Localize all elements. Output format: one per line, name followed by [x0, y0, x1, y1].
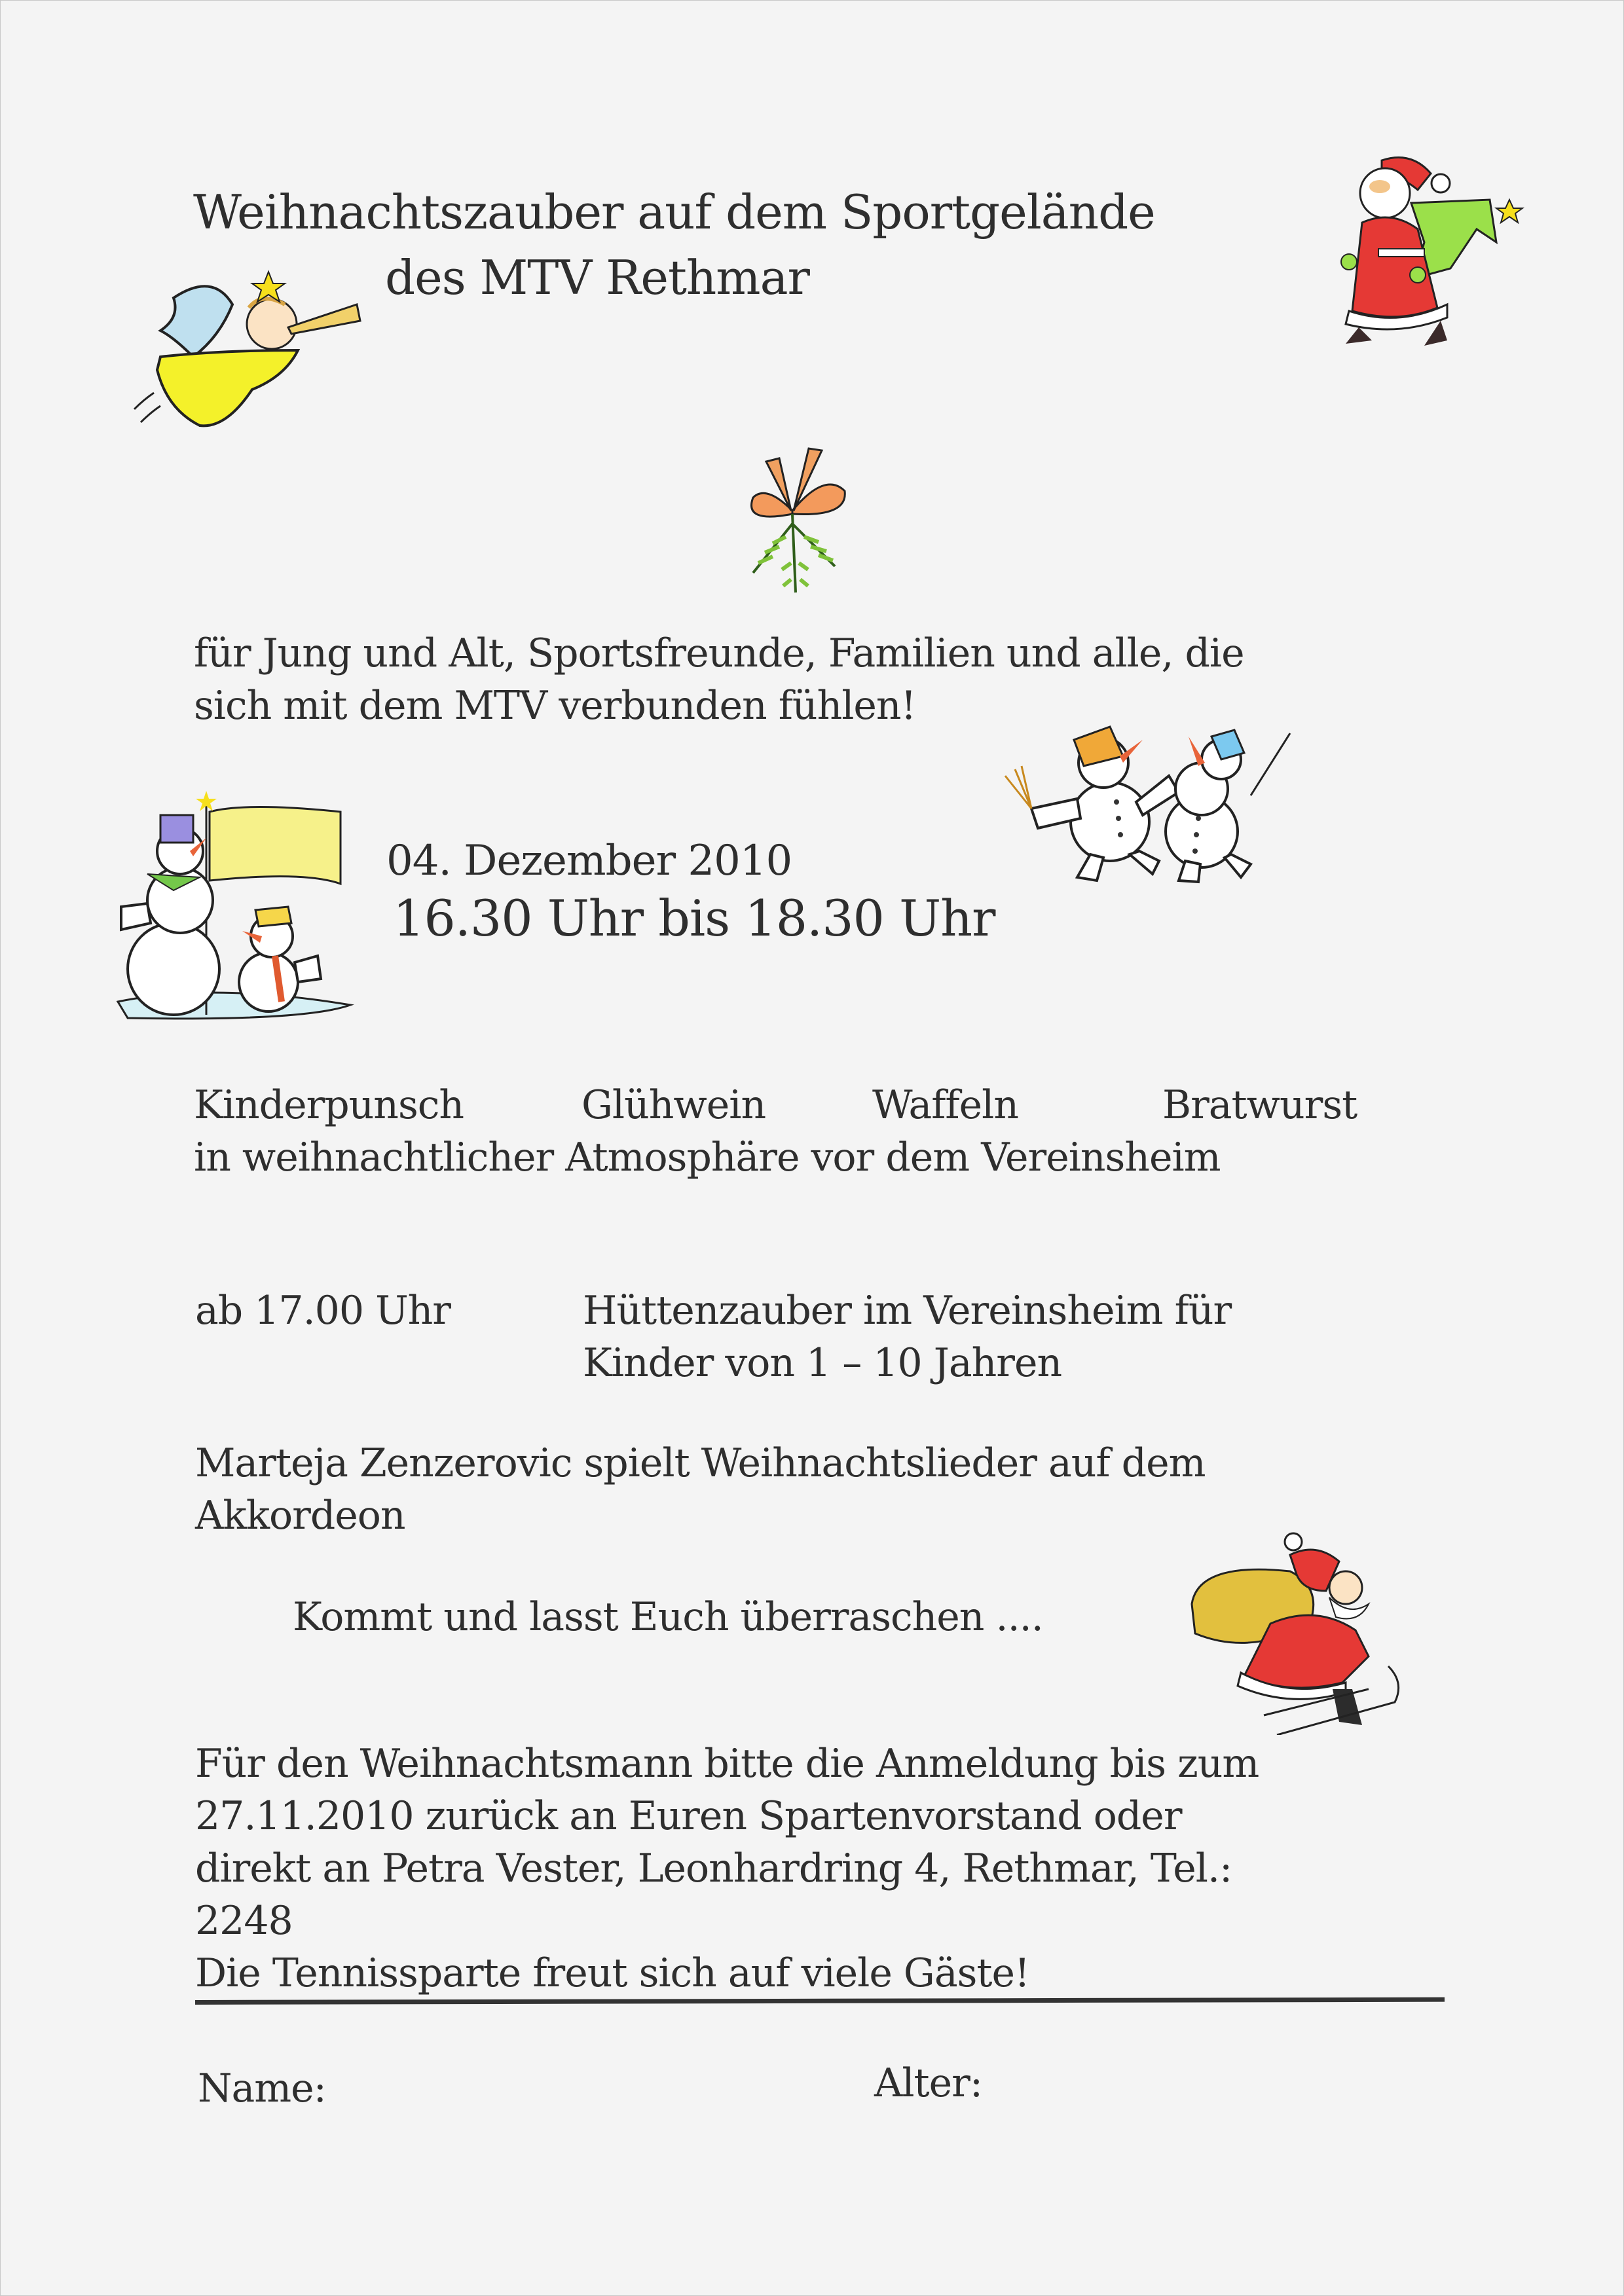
offering-kinderpunsch: Kinderpunsch: [194, 1082, 464, 1128]
santa-with-sack-sleigh-icon: [1172, 1525, 1414, 1735]
registration-line-2: 27.11.2010 zurück an Euren Spartenvorstand oder: [195, 1793, 1182, 1839]
title-line-2: des MTV Rethmar: [385, 250, 809, 305]
offering-waffeln: Waffeln: [872, 1082, 1018, 1128]
registration-line-4: 2248: [195, 1898, 293, 1944]
dancing-snowmen-icon: [992, 704, 1306, 887]
age-field-label: Alter:: [874, 2060, 983, 2106]
kids-line-1: Hüttenzauber im Vereinsheim für: [583, 1288, 1232, 1334]
offering-gluehwein: Glühwein: [581, 1082, 766, 1128]
registration-line-1: Für den Weihnachtsmann bitte die Anmeldung bis zum: [195, 1741, 1259, 1787]
kids-line-2: Kinder von 1 – 10 Jahren: [583, 1340, 1062, 1386]
kids-start-time: ab 17.00 Uhr: [195, 1288, 451, 1334]
snowmen-with-flag-icon: [108, 786, 357, 1028]
surprise-text: Kommt und lasst Euch überraschen ....: [293, 1594, 1043, 1640]
intro-line-2: sich mit dem MTV verbunden fühlen!: [194, 683, 916, 729]
music-line-1: Marteja Zenzerovic spielt Weihnachtslieder auf dem: [195, 1440, 1206, 1486]
angel-with-trumpet-icon: [121, 259, 370, 435]
title-line-1: Weihnachtszauber auf dem Sportgelände: [193, 185, 1155, 240]
santa-carrying-tree-icon: [1306, 137, 1542, 354]
intro-line-1: für Jung und Alt, Sportsfreunde, Familien und alle, die: [194, 630, 1244, 676]
registration-line-3: direkt an Petra Vester, Leonhardring 4, Rethmar, Tel.:: [195, 1846, 1232, 1891]
offering-bratwurst: Bratwurst: [1162, 1082, 1357, 1128]
cut-line-divider: [195, 1997, 1445, 2005]
closing-text: Die Tennissparte freut sich auf viele Gäste!: [195, 1950, 1030, 1996]
offerings-location: in weihnachtlicher Atmosphäre vor dem Vereinsheim: [194, 1135, 1221, 1180]
christmas-bow-fir-icon: [727, 432, 858, 596]
music-line-2: Akkordeon: [195, 1493, 405, 1539]
name-field-label: Name:: [198, 2066, 326, 2111]
event-date: 04. Dezember 2010: [386, 837, 792, 885]
event-time: 16.30 Uhr bis 18.30 Uhr: [393, 889, 995, 947]
